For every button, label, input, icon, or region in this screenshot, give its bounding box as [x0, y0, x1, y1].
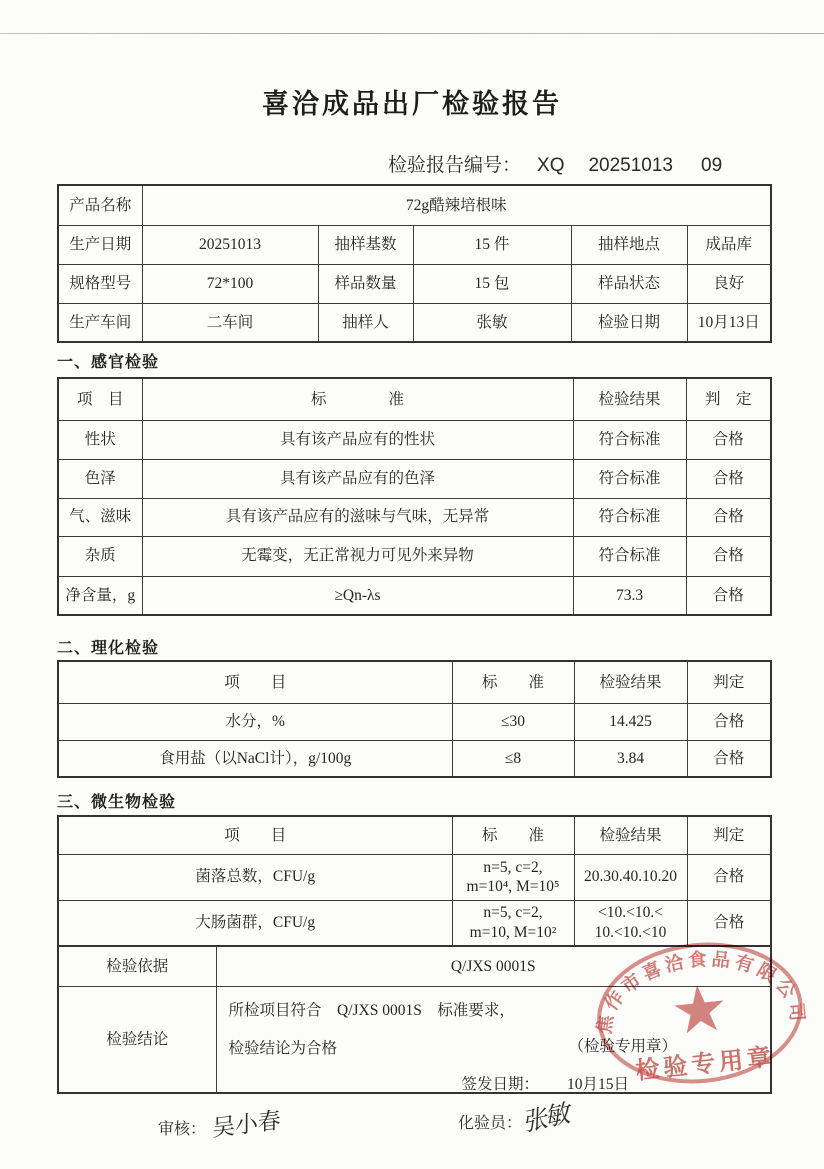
cell-value: 15 包	[413, 264, 571, 303]
cell-standard: 无霉变，无正常视力可见外来异物	[142, 536, 573, 576]
table-row	[58, 420, 771, 459]
reviewer-label: 审核：	[158, 1121, 207, 1138]
cell-judge: 合格	[687, 703, 771, 740]
tester-label: 化验员：	[458, 1115, 523, 1132]
cell-item: 大肠菌群，CFU/g	[58, 900, 452, 946]
cell-result: 符合标准	[573, 459, 686, 498]
result-line-1: <10.<10.<	[598, 904, 663, 922]
cell-item: 食用盐（以NaCl计），g/100g	[58, 740, 452, 777]
cell-result: 14.425	[574, 703, 687, 740]
table-row	[58, 854, 771, 900]
cell-standard: ≥Qn-λs	[142, 576, 573, 615]
cell-item: 水分，%	[58, 703, 452, 740]
table-row	[58, 576, 771, 615]
reviewer-signature: 吴小春	[212, 1107, 281, 1143]
cell-judge: 合格	[687, 900, 771, 946]
report-number-label: 检验报告编号：	[388, 155, 522, 176]
col-header-result: 检验结果	[574, 661, 687, 703]
col-header-judge: 判定	[687, 816, 771, 854]
cell-label: 抽样人	[318, 303, 413, 342]
cell-label: 样品数量	[318, 264, 413, 303]
cell-judge: 合格	[686, 498, 771, 536]
col-header-result: 检验结果	[574, 816, 687, 854]
conclusion-cell	[216, 986, 771, 1093]
standard-line-1: n=5, c=2,	[483, 858, 543, 876]
table-header-row	[58, 816, 771, 854]
cell-item: 菌落总数，CFU/g	[58, 854, 452, 900]
table-row	[58, 459, 771, 498]
cell-judge: 合格	[687, 740, 771, 777]
col-header-item: 项 目	[58, 378, 142, 420]
col-header-standard: 标 准	[452, 816, 574, 854]
cell-label: 生产日期	[58, 225, 142, 264]
col-header-judge: 判定	[687, 661, 771, 703]
basis-value: Q/JXS 0001S	[216, 946, 771, 986]
seal-company-text: 焦作市喜洽食品有限公司	[594, 949, 808, 1036]
cell-value: 10月13日	[687, 303, 771, 342]
issue-date-line	[462, 1075, 630, 1094]
physchem-table	[57, 660, 772, 778]
conclusion-line-2: 检验结论为合格	[228, 1039, 338, 1057]
cell-judge: 合格	[687, 854, 771, 900]
table-header-row	[58, 378, 771, 420]
product-name-label: 产品名称	[58, 185, 142, 225]
issue-date-label: 签发日期：	[461, 1075, 540, 1093]
cell-result: 符合标准	[573, 420, 686, 459]
cell-label: 抽样基数	[318, 225, 413, 264]
report-number-line	[388, 150, 722, 177]
basic-info-table	[57, 184, 772, 343]
cell-standard: ≤30	[452, 703, 574, 740]
cell-result	[574, 854, 687, 900]
cell-value: 72*100	[142, 264, 318, 303]
cell-item: 杂质	[58, 536, 142, 576]
cell-standard: 具有该产品应有的性状	[142, 420, 573, 459]
scan-artifact-line	[0, 33, 824, 34]
cell-result: 符合标准	[573, 498, 686, 536]
table-row	[58, 740, 771, 777]
cell-judge: 合格	[686, 536, 771, 576]
cell-label: 样品状态	[571, 264, 687, 303]
cell-value: 20251013	[142, 225, 318, 264]
section-title-physchem: 二、理化检验	[57, 640, 160, 657]
cell-result	[574, 900, 687, 946]
col-header-standard: 标 准	[452, 661, 574, 703]
basis-label: 检验依据	[58, 946, 216, 986]
conclusion-line-1: 所检项目符合 Q/JXS 0001S 标准要求，	[228, 1001, 515, 1019]
table-header-row	[58, 661, 771, 703]
cell-standard: 具有该产品应有的滋味与气味，无异常	[142, 498, 573, 536]
issue-date-value: 10月15日	[567, 1075, 630, 1093]
result-line-1: 20.30.40.10.20	[584, 868, 677, 886]
cell-label: 生产车间	[58, 303, 142, 342]
report-number-code: XQ	[537, 155, 565, 176]
cell-value: 二车间	[142, 303, 318, 342]
cell-result: 3.84	[574, 740, 687, 777]
cell-judge: 合格	[686, 576, 771, 615]
cell-item: 色泽	[58, 459, 142, 498]
report-number-date: 20251013	[588, 155, 674, 176]
cell-value: 张敏	[413, 303, 571, 342]
table-row	[58, 703, 771, 740]
cell-standard: ≤8	[452, 740, 574, 777]
conclusion-table	[57, 945, 772, 1094]
table-row	[58, 900, 771, 946]
cell-value: 成品库	[687, 225, 771, 264]
section-title-micro: 三、微生物检验	[57, 794, 177, 811]
cell-result: 符合标准	[573, 536, 686, 576]
col-header-result: 检验结果	[573, 378, 686, 420]
cell-label: 规格型号	[58, 264, 142, 303]
table-row	[58, 536, 771, 576]
cell-item: 性状	[58, 420, 142, 459]
col-header-standard: 标 准	[142, 378, 573, 420]
cell-judge: 合格	[686, 459, 771, 498]
col-header-item: 项 目	[58, 661, 452, 703]
report-number-seq: 09	[701, 155, 723, 176]
sensory-table	[57, 377, 772, 616]
page-title: 喜洽成品出厂检验报告	[262, 89, 562, 119]
standard-line-1: n=5, c=2,	[483, 904, 543, 922]
cell-value: 15 件	[413, 225, 571, 264]
micro-table	[57, 815, 772, 947]
col-header-judge: 判 定	[686, 378, 771, 420]
cell-standard: 具有该产品应有的色泽	[142, 459, 573, 498]
signature-row	[0, 1097, 824, 1164]
table-row	[58, 986, 771, 1093]
table-row	[58, 303, 771, 342]
cell-judge: 合格	[686, 420, 771, 459]
col-header-item: 项 目	[58, 816, 452, 854]
cell-standard	[452, 900, 574, 946]
table-row	[58, 225, 771, 264]
product-name-value: 72g酷辣培根味	[142, 185, 771, 225]
cell-label: 检验日期	[571, 303, 687, 342]
table-row	[58, 264, 771, 303]
cell-result: 73.3	[573, 576, 686, 615]
cell-item: 气、滋味	[58, 498, 142, 536]
standard-line-2: m=10, M=10²	[469, 923, 557, 941]
seal-note: （检验专用章）	[568, 1037, 678, 1055]
standard-line-2: m=10⁴, M=10⁵	[466, 878, 560, 895]
seal-type-text: 检验专用章	[634, 1042, 777, 1085]
table-row	[58, 185, 771, 225]
result-line-2: 10.<10.<10	[594, 923, 667, 941]
table-row	[58, 946, 771, 986]
table-row	[58, 498, 771, 536]
cell-label: 抽样地点	[571, 225, 687, 264]
conclusion-label: 检验结论	[58, 986, 216, 1093]
tester-signature: 张敏	[523, 1097, 570, 1138]
cell-item: 净含量，g	[58, 576, 142, 615]
section-title-sensory: 一、感官检验	[57, 354, 160, 371]
cell-standard	[452, 854, 574, 900]
cell-value: 良好	[687, 264, 771, 303]
